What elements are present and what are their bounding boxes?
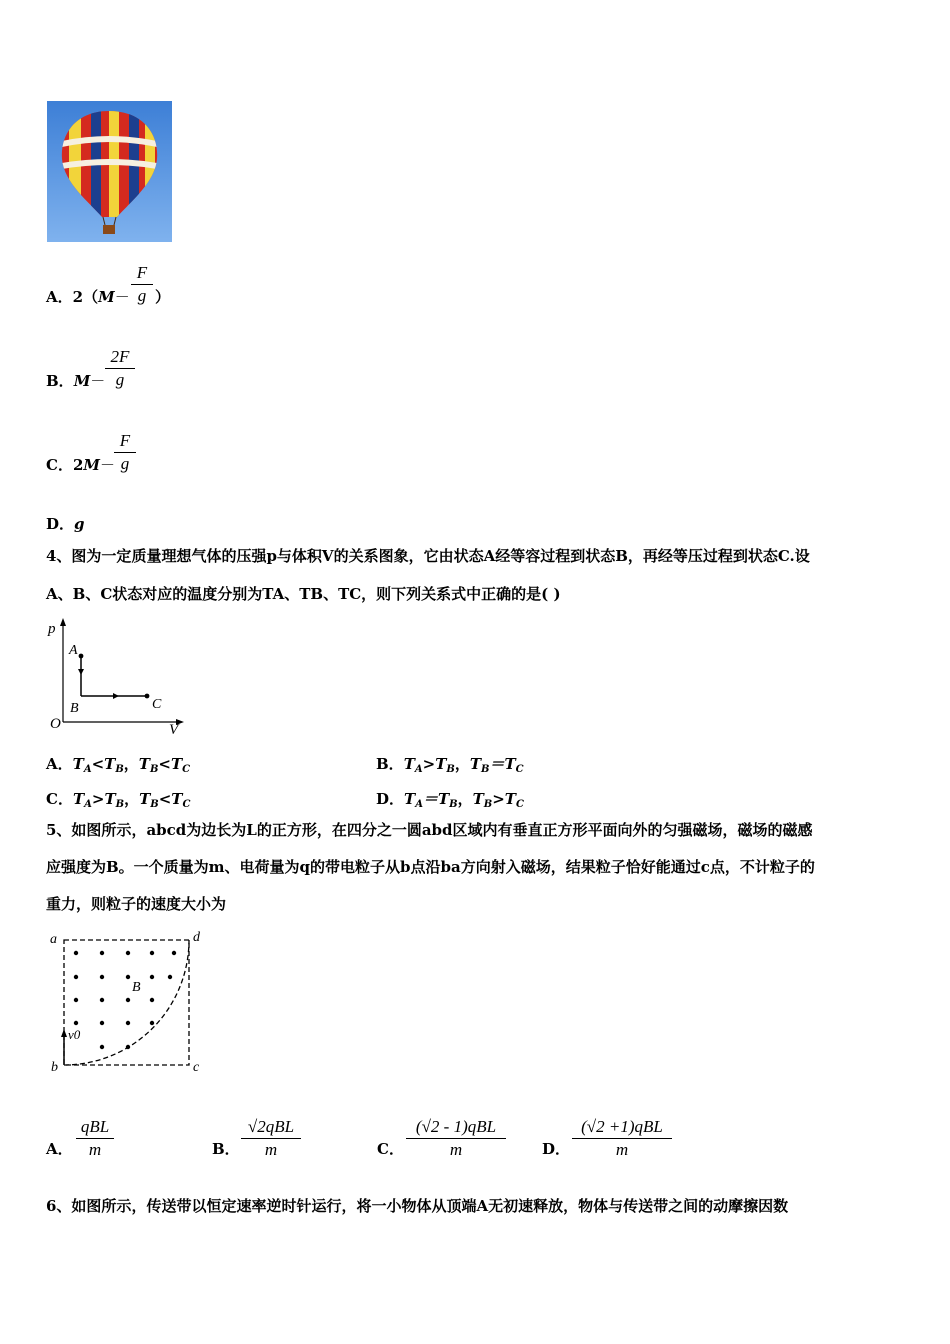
- q5-corner-a-label: a: [50, 932, 57, 947]
- q4-axis-p-label: p: [48, 621, 56, 637]
- q3-option-b[interactable]: B．M－: [46, 372, 106, 390]
- q4-option-a[interactable]: A．$T_A<T_B$，$T_B<T_C$: [46, 755, 191, 775]
- q5-option-a-fraction: qBL m: [76, 1116, 114, 1161]
- hot-air-balloon-image: [47, 101, 172, 242]
- q3-option-a-fraction: $\frac{F}{g}$: [131, 262, 153, 307]
- q3-option-b-fraction: $\frac{2F}{g}$: [105, 346, 135, 391]
- q4-point-a-label: A: [69, 643, 78, 658]
- q3-option-d[interactable]: D．g: [46, 515, 85, 533]
- q5-option-c[interactable]: C．: [377, 1140, 404, 1158]
- q4-option-b[interactable]: B．$T_A>T_B$，$T_B=T_C$: [376, 755, 524, 775]
- q5-stem-line3: 重力，则粒子的速度大小为: [46, 895, 227, 913]
- q5-corner-d-label: d: [193, 930, 200, 945]
- q5-corner-b-label: b: [51, 1060, 58, 1075]
- q4-pv-graph: [44, 616, 189, 740]
- q3-option-a-close: ）: [155, 288, 171, 306]
- q5-magnetic-field-figure: [46, 925, 211, 1077]
- q5-option-b[interactable]: B．: [212, 1140, 240, 1158]
- q5-option-d-fraction: (√2 +1)qBL m: [572, 1116, 672, 1161]
- q5-corner-c-label: c: [193, 1060, 200, 1075]
- q4-option-c[interactable]: C．$T_A>T_B$，$T_B<T_C$: [46, 790, 191, 810]
- q5-velocity-label: v0: [68, 1027, 81, 1042]
- q5-field-dots: [74, 951, 176, 1049]
- q4-stem-line2: A、B、C状态对应的温度分别为TA、TB、TC，则下列关系式中正确的是( ): [46, 585, 561, 603]
- q5-stem-line1: 5、如图所示，abcd为边长为L的正方形，在四分之一圆abd区域内有垂直正方形平面向外的匀强磁场，磁场的磁感: [46, 821, 813, 839]
- q4-origin-label: O: [50, 716, 61, 732]
- q3-option-c-fraction: $\frac{F}{g}$: [114, 430, 136, 475]
- q3-option-a[interactable]: A．2（M－: [46, 288, 130, 306]
- q4-stem-line1: 4、图为一定质量理想气体的压强p与体积V的关系图象，它由状态A经等容过程到状态B，再经等压过程到状态C.设: [46, 547, 810, 565]
- q5-option-c-fraction: (√2 - 1)qBL m: [406, 1116, 506, 1161]
- q5-field-b-label: B: [132, 980, 141, 995]
- q5-option-d[interactable]: D．: [542, 1140, 571, 1158]
- q5-option-b-fraction: √2qBL m: [241, 1116, 301, 1161]
- q4-option-d[interactable]: D．$T_A=T_B$，$T_B>T_C$: [376, 790, 524, 810]
- q5-stem-line2: 应强度为B。一个质量为m、电荷量为q的带电粒子从b点沿ba方向射入磁场，结果粒子恰好能通过c点，不计粒子的: [46, 858, 815, 876]
- q4-point-b-label: B: [70, 701, 79, 716]
- q5-option-a[interactable]: A．: [46, 1140, 73, 1158]
- q3-option-c[interactable]: C．2M－: [46, 456, 116, 474]
- q6-stem-line1: 6、如图所示，传送带以恒定速率逆时针运行，将一小物体从顶端A无初速释放，物体与传送带之间的动摩擦因数: [46, 1197, 789, 1215]
- q4-axis-v-label: V: [169, 722, 179, 738]
- q4-point-c-label: C: [152, 697, 162, 712]
